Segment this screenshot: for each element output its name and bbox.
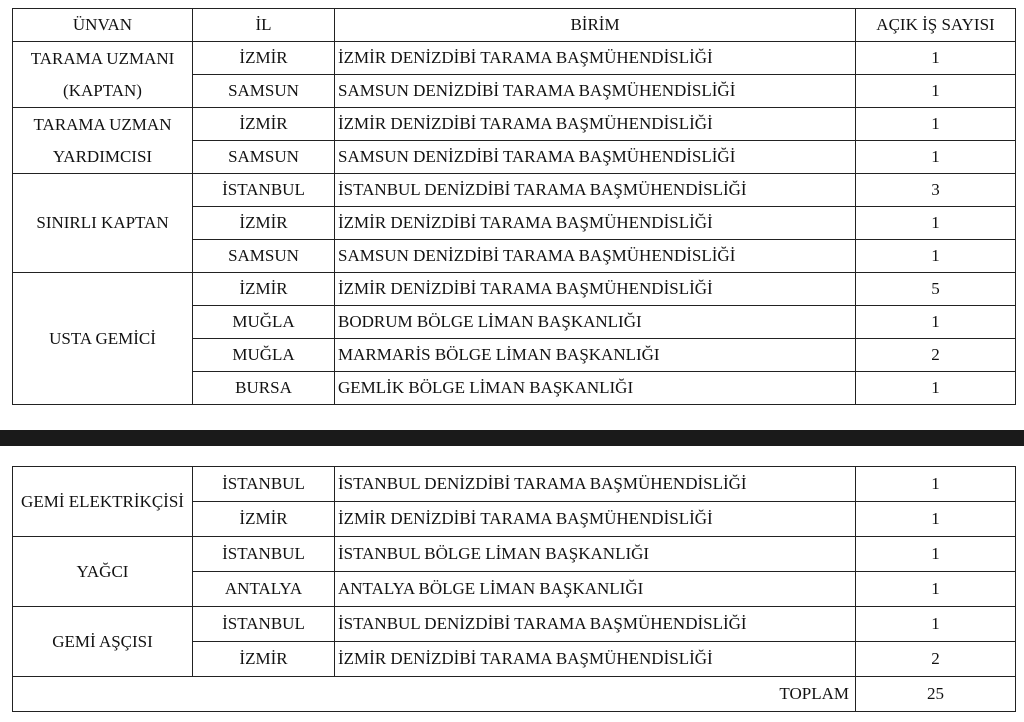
city-cell: İZMİR bbox=[193, 207, 335, 240]
vacancy-table-bottom bbox=[12, 466, 1016, 712]
count-cell: 1 bbox=[856, 537, 1016, 572]
unit-cell: BODRUM BÖLGE LİMAN BAŞKANLIĞI bbox=[335, 306, 856, 339]
count-cell: 1 bbox=[856, 240, 1016, 273]
unit-cell: ANTALYA BÖLGE LİMAN BAŞKANLIĞI bbox=[335, 572, 856, 607]
unit-cell: GEMLİK BÖLGE LİMAN BAŞKANLIĞI bbox=[335, 372, 856, 405]
unit-cell: İSTANBUL DENİZDİBİ TARAMA BAŞMÜHENDİSLİĞİ bbox=[335, 174, 856, 207]
count-cell: 1 bbox=[856, 141, 1016, 174]
table-row bbox=[13, 607, 1016, 642]
unit-cell: İSTANBUL BÖLGE LİMAN BAŞKANLIĞI bbox=[335, 537, 856, 572]
unit-cell: İZMİR DENİZDİBİ TARAMA BAŞMÜHENDİSLİĞİ bbox=[335, 207, 856, 240]
count-cell: 1 bbox=[856, 467, 1016, 502]
city-cell: İZMİR bbox=[193, 642, 335, 677]
table-row bbox=[13, 174, 1016, 207]
count-cell: 1 bbox=[856, 607, 1016, 642]
page-divider bbox=[0, 430, 1024, 446]
unit-cell: SAMSUN DENİZDİBİ TARAMA BAŞMÜHENDİSLİĞİ bbox=[335, 141, 856, 174]
count-cell: 1 bbox=[856, 108, 1016, 141]
city-cell: İSTANBUL bbox=[193, 174, 335, 207]
unit-cell: İZMİR DENİZDİBİ TARAMA BAŞMÜHENDİSLİĞİ bbox=[335, 108, 856, 141]
count-cell: 2 bbox=[856, 339, 1016, 372]
count-cell: 2 bbox=[856, 642, 1016, 677]
count-cell: 1 bbox=[856, 42, 1016, 75]
table-row bbox=[13, 467, 1016, 502]
header-unit: BİRİM bbox=[335, 9, 856, 42]
table-row bbox=[13, 537, 1016, 572]
position-title: YAĞCI bbox=[13, 537, 193, 607]
city-cell: İZMİR bbox=[193, 108, 335, 141]
unit-cell: İSTANBUL DENİZDİBİ TARAMA BAŞMÜHENDİSLİĞİ bbox=[335, 607, 856, 642]
position-title: TARAMA UZMANI (KAPTAN) bbox=[13, 42, 193, 108]
city-cell: İZMİR bbox=[193, 42, 335, 75]
vacancy-table-top bbox=[12, 8, 1016, 405]
unit-cell: İSTANBUL DENİZDİBİ TARAMA BAŞMÜHENDİSLİĞİ bbox=[335, 467, 856, 502]
position-title: TARAMA UZMAN YARDIMCISI bbox=[13, 108, 193, 174]
count-cell: 1 bbox=[856, 207, 1016, 240]
city-cell: MUĞLA bbox=[193, 339, 335, 372]
count-cell: 5 bbox=[856, 273, 1016, 306]
position-title: USTA GEMİCİ bbox=[13, 273, 193, 405]
unit-cell: İZMİR DENİZDİBİ TARAMA BAŞMÜHENDİSLİĞİ bbox=[335, 502, 856, 537]
unit-cell: İZMİR DENİZDİBİ TARAMA BAŞMÜHENDİSLİĞİ bbox=[335, 42, 856, 75]
count-cell: 1 bbox=[856, 372, 1016, 405]
total-label: TOPLAM bbox=[13, 677, 856, 712]
header-title: ÜNVAN bbox=[13, 9, 193, 42]
unit-cell: SAMSUN DENİZDİBİ TARAMA BAŞMÜHENDİSLİĞİ bbox=[335, 75, 856, 108]
position-title: GEMİ AŞÇISI bbox=[13, 607, 193, 677]
city-cell: İSTANBUL bbox=[193, 467, 335, 502]
count-cell: 1 bbox=[856, 75, 1016, 108]
header-city: İL bbox=[193, 9, 335, 42]
header-row bbox=[13, 9, 1016, 42]
table-row bbox=[13, 42, 1016, 75]
city-cell: İSTANBUL bbox=[193, 607, 335, 642]
position-title: SINIRLI KAPTAN bbox=[13, 174, 193, 273]
city-cell: BURSA bbox=[193, 372, 335, 405]
city-cell: SAMSUN bbox=[193, 240, 335, 273]
unit-cell: İZMİR DENİZDİBİ TARAMA BAŞMÜHENDİSLİĞİ bbox=[335, 642, 856, 677]
city-cell: İSTANBUL bbox=[193, 537, 335, 572]
total-row bbox=[13, 677, 1016, 712]
city-cell: İZMİR bbox=[193, 502, 335, 537]
city-cell: SAMSUN bbox=[193, 75, 335, 108]
header-count: AÇIK İŞ SAYISI bbox=[856, 9, 1016, 42]
count-cell: 1 bbox=[856, 306, 1016, 339]
count-cell: 1 bbox=[856, 572, 1016, 607]
city-cell: İZMİR bbox=[193, 273, 335, 306]
unit-cell: MARMARİS BÖLGE LİMAN BAŞKANLIĞI bbox=[335, 339, 856, 372]
table-row bbox=[13, 108, 1016, 141]
total-value: 25 bbox=[856, 677, 1016, 712]
position-title: GEMİ ELEKTRİKÇİSİ bbox=[13, 467, 193, 537]
unit-cell: SAMSUN DENİZDİBİ TARAMA BAŞMÜHENDİSLİĞİ bbox=[335, 240, 856, 273]
table-row bbox=[13, 273, 1016, 306]
city-cell: ANTALYA bbox=[193, 572, 335, 607]
city-cell: MUĞLA bbox=[193, 306, 335, 339]
unit-cell: İZMİR DENİZDİBİ TARAMA BAŞMÜHENDİSLİĞİ bbox=[335, 273, 856, 306]
count-cell: 3 bbox=[856, 174, 1016, 207]
count-cell: 1 bbox=[856, 502, 1016, 537]
city-cell: SAMSUN bbox=[193, 141, 335, 174]
